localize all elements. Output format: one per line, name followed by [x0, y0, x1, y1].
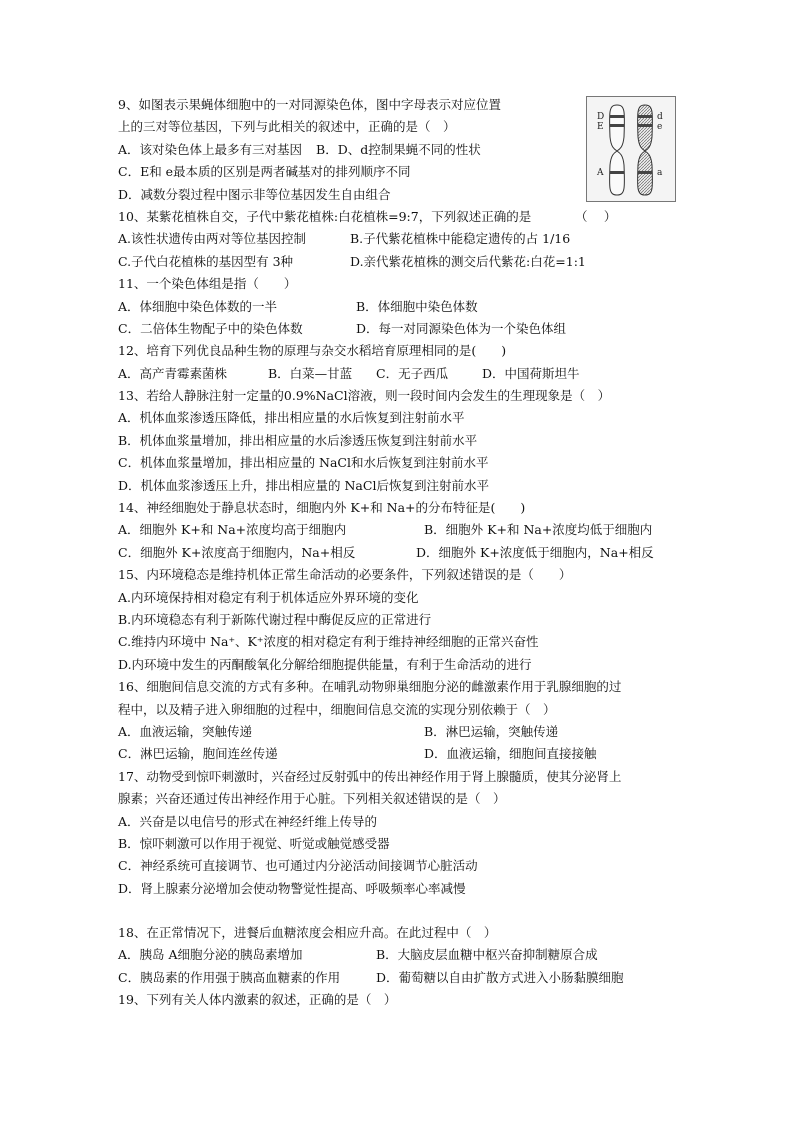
option-a: A．高产青霉素菌株 — [118, 365, 228, 381]
question-stem: 9、如图表示果蝇体细胞中的一对同源染色体，图中字母表示对应位置 — [118, 97, 501, 112]
option-b: B．细胞外 K+和 Na+浓度均低于细胞内 — [424, 522, 653, 538]
option-d: D．细胞外 K+浓度低于细胞内，Na+相反 — [416, 544, 654, 560]
option-a: A．胰岛 A细胞分泌的胰岛素增加 — [118, 947, 303, 963]
option-c: C．E和 e最本质的区别是两者碱基对的排列顺序不同 — [118, 164, 411, 180]
option-c: C．胰岛素的作用强于胰高血糖素的作用 — [118, 969, 341, 985]
question-stem: 14、神经细胞处于静息状态时，细胞内外 K+和 Na+的分布特征是( ) — [118, 500, 526, 516]
option-row — [118, 251, 678, 273]
option-d: D．每一对同源染色体为一个染色体组 — [356, 320, 567, 336]
question-stem: 19、下列有关人体内激素的叙述，正确的是（ ） — [118, 992, 397, 1008]
option-b: B.内环境稳态有利于新陈代谢过程中酶促反应的正常进行 — [118, 611, 432, 627]
question-stem: 15、内环境稳态是维持机体正常生命活动的必要条件，下列叙述错误的是（ ） — [118, 567, 572, 583]
spacer — [118, 900, 678, 922]
option-b: B．淋巴运输，突触传递 — [424, 723, 559, 739]
option-c: C.子代白花植株的基因型有 3种 — [118, 253, 294, 269]
option-c: C．机体血浆量增加，排出相应量的 NaCl和水后恢复到注射前水平 — [118, 455, 489, 471]
option-b: B．大脑皮层血糖中枢兴奋抑制糖原合成 — [376, 947, 598, 963]
option-row — [118, 967, 678, 989]
option-b: B．体细胞中染色体数 — [356, 298, 478, 314]
question-stem: 11、一个染色体组是指（ ） — [118, 276, 297, 292]
homologous-chromosomes-diagram — [587, 97, 675, 201]
option-row — [118, 944, 678, 966]
question-stem: 上的三对等位基因，下列与此相关的叙述中，正确的是（ ） — [118, 119, 456, 135]
question-10 — [118, 206, 678, 273]
option-c: C．二倍体生物配子中的染色体数 — [118, 320, 303, 336]
option-a: A．机体血浆渗透压降低，排出相应量的水后恢复到注射前水平 — [118, 410, 465, 426]
right-chromosome — [638, 105, 653, 195]
question-16 — [118, 676, 678, 766]
question-stem: 腺素；兴奋还通过传出神经作用于心脏。下列相关叙述错误的是（ ） — [118, 791, 506, 807]
question-14 — [118, 497, 678, 564]
option-d: D．中国荷斯坦牛 — [482, 365, 580, 381]
question-stem: 12、培育下列优良品种生物的原理与杂交水稻培育原理相同的是( ) — [118, 343, 507, 359]
question-list — [118, 94, 678, 1012]
option-d: D．葡萄糖以自由扩散方式进入小肠黏膜细胞 — [376, 969, 624, 985]
option-d: D.亲代紫花植株的测交后代紫花:白花=1:1 — [350, 253, 586, 269]
option-row — [118, 743, 678, 765]
option-d: D．机体血浆渗透压上升，排出相应量的 NaCl后恢复到注射前水平 — [118, 477, 489, 493]
option-row — [118, 296, 678, 318]
chromosome-figure — [586, 96, 676, 202]
option-d: D．肾上腺素分泌增加会使动物警觉性提高、呼吸频率心率减慢 — [118, 880, 466, 896]
option-d: D．减数分裂过程中图示非等位基因发生自由组合 — [118, 186, 391, 202]
question-stem: 10、某紫花植株自交，子代中紫花植株:白花植株=9:7，下列叙述正确的是 （ ） — [118, 208, 617, 224]
option-b: B．白菜—甘蓝 — [268, 365, 353, 381]
option-b: B．D、d控制果蝇不同的性状 — [316, 141, 481, 157]
option-a: A．该对染色体上最多有三对基因 — [118, 141, 303, 157]
option-b: B．机体血浆量增加，排出相应量的水后渗透压恢复到注射前水平 — [118, 432, 478, 448]
option-c: C．神经系统可直接调节、也可通过内分泌活动间接调节心脏活动 — [118, 858, 478, 874]
option-c: C．细胞外 K+浓度高于细胞内，Na+相反 — [118, 544, 356, 560]
option-d: D.内环境中发生的丙酮酸氧化分解给细胞提供能量，有利于生命活动的进行 — [118, 656, 532, 672]
left-chromosome — [610, 105, 625, 195]
question-13 — [118, 385, 678, 497]
question-stem: 13、若给人静脉注射一定量的0.9%NaCl溶液，则一段时间内会发生的生理现象是（ ） — [118, 388, 611, 404]
option-a: A.该性状遗传由两对等位基因控制 — [118, 231, 307, 247]
gene-label-A: A — [597, 168, 604, 178]
gene-label-E: E — [597, 122, 604, 132]
question-18 — [118, 922, 678, 989]
question-stem: 程中，以及精子进入卵细胞的过程中，细胞间信息交流的实现分别依赖于（ ） — [118, 701, 556, 717]
option-a: A．血液运输，突触传递 — [118, 723, 253, 739]
option-a: A．细胞外 K+和 Na+浓度均高于细胞内 — [118, 522, 347, 538]
gene-label-e: e — [657, 122, 663, 132]
option-a: A．体细胞中染色体数的一半 — [118, 298, 278, 314]
option-row — [118, 318, 678, 340]
option-b: B.子代紫花植株中能稳定遗传的占 1/16 — [350, 231, 571, 247]
option-row — [118, 519, 678, 541]
question-stem: 17、动物受到惊吓刺激时，兴奋经过反射弧中的传出神经作用于肾上腺髓质，使其分泌肾上 — [118, 768, 622, 784]
question-19 — [118, 989, 678, 1011]
gene-label-d: d — [657, 112, 663, 122]
gene-label-a: a — [657, 168, 663, 178]
option-b: B．惊吓刺激可以作用于视觉、听觉或触觉感受器 — [118, 835, 390, 851]
option-c: C．无子西瓜 — [376, 365, 449, 381]
option-row — [118, 363, 678, 385]
option-a: A.内环境保持相对稳定有利于机体适应外界环境的变化 — [118, 589, 419, 605]
option-row — [118, 721, 678, 743]
option-row — [118, 228, 678, 250]
option-c: C.维持内环境中 Na⁺、K⁺浓度的相对稳定有利于维持神经细胞的正常兴奋性 — [118, 634, 539, 650]
question-stem: 18、在正常情况下，进餐后血糖浓度会相应升高。在此过程中（ ） — [118, 925, 497, 941]
question-17 — [118, 766, 678, 900]
question-11 — [118, 273, 678, 340]
gene-label-D: D — [597, 112, 605, 122]
option-c: C．淋巴运输，胞间连丝传递 — [118, 746, 278, 762]
option-a: A．兴奋是以电信号的形式在神经纤维上传导的 — [118, 813, 378, 829]
option-row — [118, 542, 678, 564]
question-12 — [118, 340, 678, 385]
option-d: D．血液运输，细胞间直接接触 — [424, 746, 597, 762]
question-stem: 16、细胞间信息交流的方式有多种。在哺乳动物卵巢细胞分泌的雌激素作用于乳腺细胞的过 — [118, 679, 622, 695]
question-15 — [118, 564, 678, 676]
